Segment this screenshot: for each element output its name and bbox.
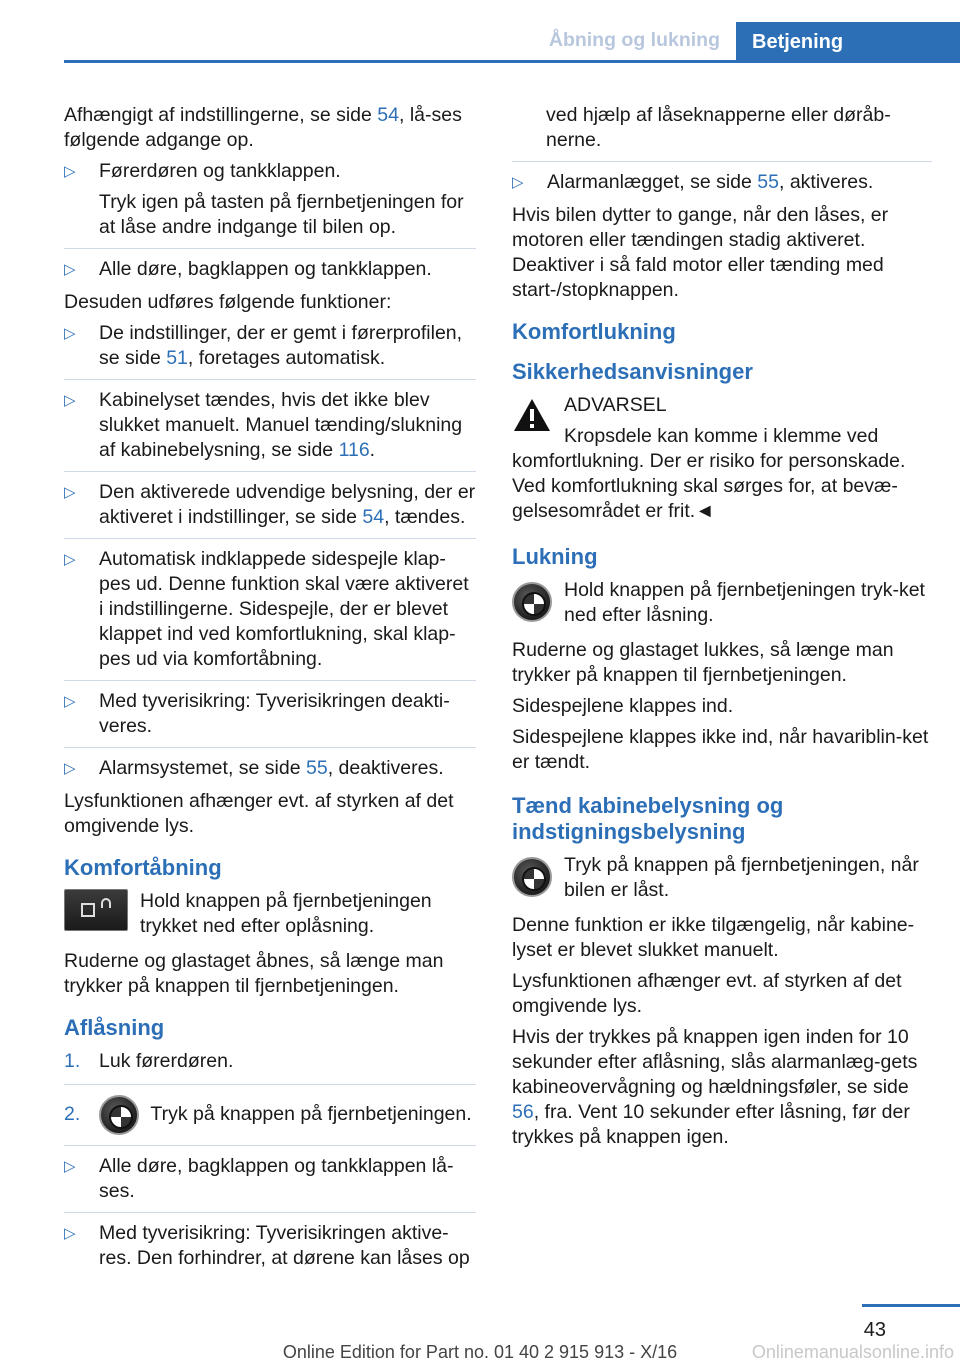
page-number: 43 (863, 1319, 886, 1341)
paragraph: Sidespejlene klappes ind. (512, 695, 734, 717)
page-header (0, 0, 960, 62)
divider (64, 379, 476, 380)
triangle-bullet-icon: ▷ (64, 693, 76, 710)
section-heading: Komfortlukning (512, 319, 676, 344)
paragraph: Sidespejlene klappes ikke ind, når havariblin-ket er tændt. (512, 726, 929, 773)
page-link[interactable]: 116 (338, 439, 370, 461)
right-column (512, 103, 932, 1156)
divider (64, 1084, 476, 1085)
list-item: ▷ Alle døre, bagklappen og tankklappen. (64, 258, 432, 280)
triangle-bullet-icon: ▷ (64, 551, 76, 568)
watermark: Onlinemanualsonline.info (751, 1342, 954, 1362)
paragraph: Hvis der trykkes på knappen igen inden for 10 sekunder efter aflåsning, slås alarmanlæg-gets kabineovervågning og hældningsføler, se side 56, fra. Vent 10 sekunder efter låsning, før der trykkes på knappen igen. (512, 1026, 918, 1148)
warning-text: Kropsdele kan komme i klemme ved komfortlukning. Der er risiko for personskade. Ved komfortlukning skal sørges for, at bevæ-gelsesområdet er frit.◄ (512, 425, 906, 522)
divider (64, 747, 476, 748)
triangle-bullet-icon: ▷ (64, 484, 76, 501)
paragraph: Lysfunktionen afhænger evt. af styrken af det omgivende lys. (64, 790, 454, 837)
list-item: ▷ Kabinelyset tændes, hvis det ikke blev slukket manuelt. Manuel tænding/slukning af kabinebelysning, se side 116. (64, 389, 463, 461)
triangle-bullet-icon: ▷ (512, 174, 524, 191)
page-link[interactable]: 54 (377, 104, 399, 126)
numbered-step: 1. Luk førerdøren. (64, 1050, 234, 1072)
triangle-bullet-icon: ▷ (64, 1225, 76, 1242)
section-heading: Komfortåbning (64, 855, 222, 880)
triangle-bullet-icon: ▷ (64, 760, 76, 777)
left-column (64, 103, 476, 1279)
unlock-button-icon (64, 889, 128, 931)
komfort-instruction: Hold knappen på fjernbetjeningen trykket ned efter oplåsning. (64, 889, 476, 939)
edition-text: Online Edition for Part no. 01 40 2 915 913 - X/16 (282, 1342, 678, 1362)
paragraph: Denne funktion er ikke tilgængelig, når kabine-lyset er blevet slukket manuelt. (512, 914, 915, 961)
page-link[interactable]: 56 (512, 1101, 534, 1123)
warning-title: ADVARSEL (564, 394, 667, 416)
section-heading: Aflåsning (64, 1015, 165, 1040)
paragraph: Lysfunktionen afhænger evt. af styrken af det omgivende lys. (512, 970, 902, 1017)
header-tab: Betjening (736, 22, 960, 62)
warning-triangle-icon (512, 397, 552, 433)
page-link[interactable]: 54 (362, 506, 385, 528)
list-item: ▷ Førerdøren og tankklappen. Tryk igen på tasten på fjernbetjeningen for at låse andre indgange til bilen op. (64, 160, 464, 238)
page-link[interactable]: 55 (757, 171, 779, 193)
taend-instruction: Tryk på knappen på fjernbetjeningen, når bilen er låst. (512, 853, 932, 903)
list-item: ▷ Automatisk indklappede sidespejle klap-pes ud. Denne funktion skal være aktiveret i indstillingerne. Sidespejle, der er blevet klappet ind ved komfortlukning, skal klap-pes ud via komfortåbning. (64, 548, 469, 670)
intro-paragraph: Afhængigt af indstillingerne, se side 54, lå-ses følgende adgange op. (64, 104, 462, 151)
numbered-step: 2. Tryk på knappen på fjernbetjeningen. (64, 1093, 476, 1135)
list-item: ▷ Med tyverisikring: Tyverisikringen deakti-veres. (64, 690, 450, 737)
divider (64, 1145, 476, 1146)
header-rule (64, 60, 960, 63)
warning-block (512, 393, 932, 524)
page-link[interactable]: 51 (166, 347, 188, 369)
triangle-bullet-icon: ▷ (64, 392, 76, 409)
continued-text: ved hjælp af låseknapperne eller døråb-nerne. (546, 104, 891, 151)
list-item: ▷ Alle døre, bagklappen og tankklappen lå-ses. (64, 1155, 454, 1202)
list-item: ▷ Alarmanlægget, se side 55, aktiveres. (512, 171, 874, 193)
triangle-bullet-icon: ▷ (64, 325, 76, 342)
list-item: ▷ Alarmsystemet, se side 55, deaktiveres. (64, 757, 444, 779)
triangle-bullet-icon: ▷ (64, 261, 76, 278)
divider (64, 471, 476, 472)
divider (64, 680, 476, 681)
paragraph: Ruderne og glastaget åbnes, så længe man trykker på knappen til fjernbetjeningen. (64, 950, 444, 997)
paragraph: Ruderne og glastaget lukkes, så længe man trykker på knappen til fjernbetjeningen. (512, 639, 894, 686)
list-item: ▷ Den aktiverede udvendige belysning, der er aktiveret i indstillinger, se side 54, tændes. (64, 481, 476, 528)
subsection-heading: Lukning (512, 544, 598, 569)
lukning-instruction: Hold knappen på fjernbetjeningen tryk-ket ned efter låsning. (512, 578, 932, 628)
footer-rule (862, 1304, 960, 1307)
list-item: ▷ Med tyverisikring: Tyverisikringen aktive-res. Den forhindrer, at dørene kan låses op (64, 1222, 470, 1269)
paragraph: Hvis bilen dytter to gange, når den låses, er motoren eller tændingen stadig aktiveret. Deaktiver i så fald motor eller tænding med start-/stopknappen. (512, 204, 889, 301)
triangle-bullet-icon: ▷ (64, 163, 76, 180)
bmw-key-icon (99, 1095, 139, 1135)
bmw-key-icon (512, 857, 552, 897)
header-section-title: Åbning og lukning (548, 29, 720, 51)
triangle-bullet-icon: ▷ (64, 1158, 76, 1175)
divider (512, 161, 932, 162)
list-item: ▷ De indstillinger, der er gemt i førerprofilen, se side 51, foretages automatisk. (64, 322, 463, 369)
bmw-key-icon (512, 582, 552, 622)
subsection-heading: Tænd kabinebelysning og indstigningsbelysning (512, 793, 784, 844)
subsection-heading: Sikkerhedsanvisninger (512, 359, 753, 384)
divider (64, 248, 476, 249)
divider (64, 538, 476, 539)
divider (64, 1212, 476, 1213)
paragraph: Desuden udføres følgende funktioner: (64, 291, 392, 313)
page-link[interactable]: 55 (305, 757, 328, 779)
